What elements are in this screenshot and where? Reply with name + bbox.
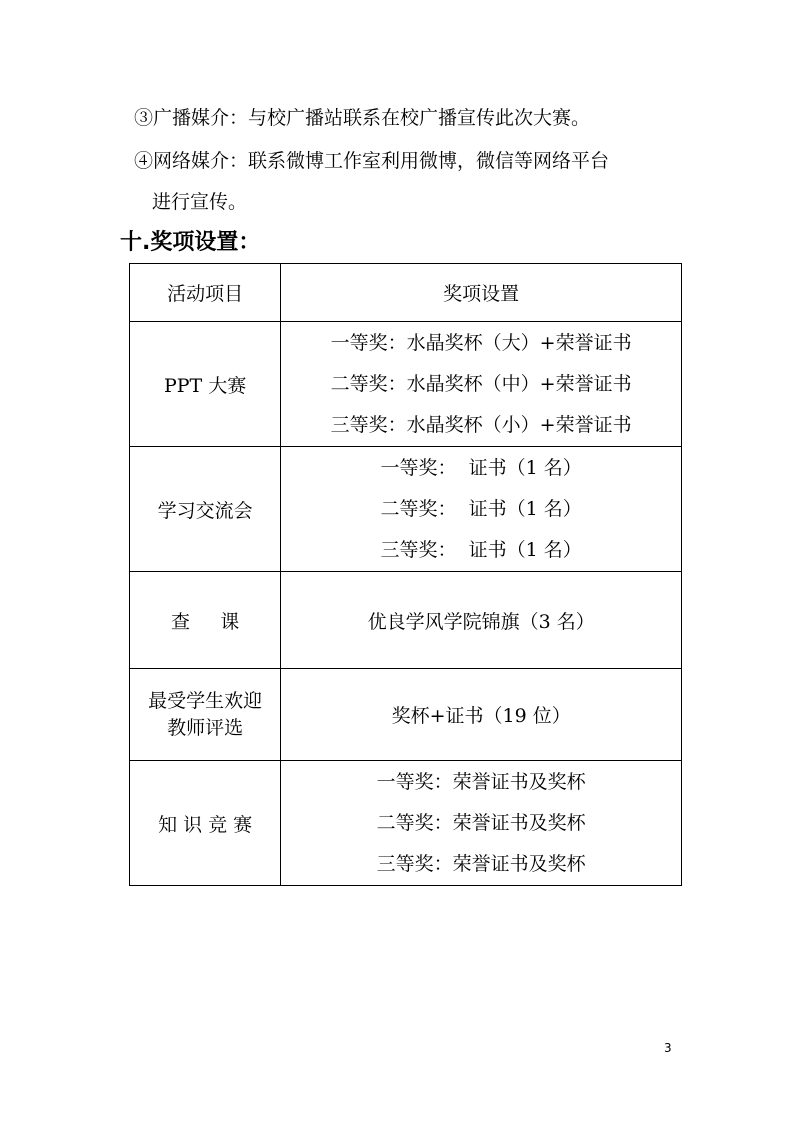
item-line: 教师评选 — [167, 716, 244, 739]
header-award-setting: 奖项设置 — [281, 264, 682, 322]
paragraph-network-media-line2: 进行宣传。 — [152, 191, 248, 213]
award-line: 二等奖： 证书（1 名） — [380, 497, 582, 520]
page-number: 3 — [664, 1041, 672, 1055]
item-line: 最受学生欢迎 — [148, 689, 263, 712]
table-row-ppt — [130, 322, 682, 447]
cell-item-knowledge-contest: 知 识 竞 赛 — [130, 761, 281, 886]
award-line: 一等奖： 证书（1 名） — [380, 456, 582, 479]
cell-item-ppt: PPT 大赛 — [130, 322, 281, 447]
table-row-knowledge-contest — [130, 761, 682, 886]
award-line: 一等奖：荣誉证书及奖杯 — [376, 770, 586, 793]
award-line: 一等奖：水晶奖杯（大）+荣誉证书 — [330, 331, 632, 354]
award-line: 三等奖： 证书（1 名） — [380, 538, 582, 561]
paragraph-broadcast-media: ③广播媒介：与校广播站联系在校广播宣传此次大赛。 — [134, 107, 591, 129]
cell-item-study-exchange: 学习交流会 — [130, 447, 281, 572]
cell-item-teacher-selection — [130, 669, 281, 761]
award-line: 二等奖：荣誉证书及奖杯 — [376, 811, 586, 834]
table-row-study-exchange — [130, 447, 682, 572]
table-row-class-check — [130, 572, 682, 669]
section-heading-awards: 十.奖项设置： — [120, 230, 261, 255]
award-line: 三等奖：荣誉证书及奖杯 — [376, 852, 586, 875]
award-line: 二等奖：水晶奖杯（中）+荣誉证书 — [330, 372, 632, 395]
cell-awards-teacher-selection: 奖杯+证书（19 位） — [281, 669, 682, 761]
header-activity: 活动项目 — [130, 264, 281, 322]
cell-awards-knowledge-contest — [281, 761, 682, 886]
table-header-row — [130, 264, 682, 322]
cell-item-class-check: 查 课 — [130, 572, 281, 669]
cell-awards-ppt — [281, 322, 682, 447]
cell-awards-class-check: 优良学风学院锦旗（3 名） — [281, 572, 682, 669]
table-row-teacher-selection — [130, 669, 682, 761]
cell-awards-study-exchange — [281, 447, 682, 572]
award-line: 三等奖：水晶奖杯（小）+荣誉证书 — [330, 413, 632, 436]
awards-table — [129, 263, 682, 886]
paragraph-network-media-line1: ④网络媒介：联系微博工作室利用微博，微信等网络平台 — [134, 150, 610, 172]
